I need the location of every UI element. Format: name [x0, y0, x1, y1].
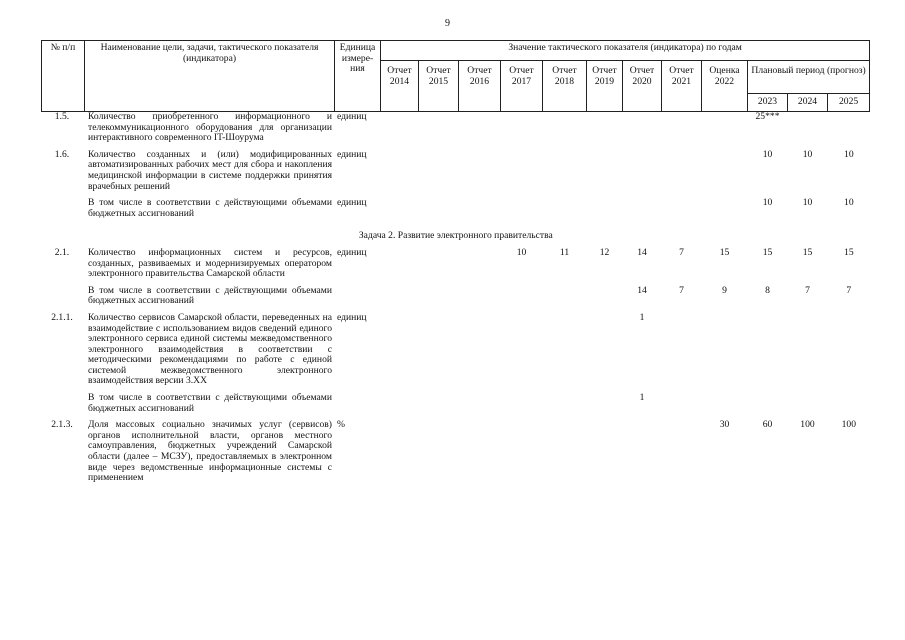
value-cell	[381, 150, 419, 192]
indicator-name: Количество информационных систем и ресурсов, созданных, развиваемых и модернизируемых оператором электронного правительства Самарской области	[88, 246, 332, 280]
header-year: Отчет 2021	[662, 61, 702, 112]
unit-cell: единиц	[337, 197, 367, 209]
header-year: Отчет 2014	[381, 61, 419, 112]
value-cell: 10	[516, 246, 527, 258]
value-cell	[419, 150, 459, 192]
value-cell	[662, 150, 702, 192]
header-year: Отчет 2019	[587, 61, 623, 112]
value-cell	[623, 150, 662, 192]
value-cell	[662, 420, 702, 484]
table-row	[42, 420, 870, 484]
value-cell	[501, 313, 543, 387]
value-cell	[788, 393, 828, 414]
value-cell: 8	[765, 284, 770, 296]
value-cell: 100	[800, 419, 815, 431]
value-cell	[543, 313, 587, 387]
header-plan-period: Плановый период (прогноз)	[748, 61, 870, 94]
value-cell	[828, 112, 870, 144]
value-cell	[662, 313, 702, 387]
value-cell: 10	[802, 197, 813, 209]
indicator-name: В том числе в соответствии с действующими объемами бюджетных ассигнований	[88, 197, 332, 219]
value-cell	[702, 198, 748, 219]
unit-cell	[335, 286, 381, 307]
value-cell: 15	[802, 246, 813, 258]
value-cell	[748, 313, 788, 387]
value-cell: 12	[599, 246, 610, 258]
value-cell	[381, 198, 419, 219]
value-cell	[501, 420, 543, 484]
row-number: 2.1.1.	[51, 311, 73, 323]
value-cell	[419, 393, 459, 414]
value-cell	[662, 112, 702, 144]
value-cell	[587, 313, 623, 387]
value-cell: 15	[844, 246, 854, 258]
value-cell: 25***	[755, 111, 780, 122]
value-cell	[459, 286, 501, 307]
value-cell: 10	[844, 197, 854, 209]
unit-cell: единиц	[337, 111, 367, 122]
value-cell: 1	[639, 311, 645, 323]
value-cell	[459, 112, 501, 144]
value-cell: 7	[805, 284, 810, 296]
value-cell	[748, 393, 788, 414]
value-cell	[702, 313, 748, 387]
table-row	[42, 248, 870, 280]
task-heading: Задача 2. Развитие электронного правительства	[358, 230, 553, 242]
row-number: 1.5.	[54, 111, 70, 122]
value-cell	[459, 313, 501, 387]
value-cell: 1	[639, 392, 645, 404]
value-cell	[623, 420, 662, 484]
value-cell	[419, 198, 459, 219]
value-cell	[419, 286, 459, 307]
value-cell	[459, 393, 501, 414]
table-row	[42, 112, 870, 144]
value-cell	[419, 248, 459, 280]
value-cell	[381, 248, 419, 280]
unit-cell: %	[337, 419, 345, 431]
header-num: № п/п	[42, 41, 85, 112]
value-cell: 14	[637, 246, 647, 258]
header-year: Отчет 2017	[501, 61, 543, 112]
value-cell	[381, 420, 419, 484]
value-cell	[623, 198, 662, 219]
row-spacer	[42, 484, 870, 490]
value-cell: 15	[762, 246, 773, 258]
value-cell	[587, 420, 623, 484]
value-cell	[543, 112, 587, 144]
table-row	[42, 393, 870, 414]
header-values: Значение тактического показателя (индикатора) по годам	[381, 41, 870, 61]
task-row	[42, 225, 870, 248]
row-number	[42, 393, 85, 414]
indicators-table	[41, 40, 870, 490]
row-number: 2.1.	[54, 246, 70, 258]
value-cell	[419, 112, 459, 144]
value-cell	[459, 198, 501, 219]
value-cell: 10	[802, 148, 813, 160]
value-cell: 7	[679, 284, 684, 296]
table-row	[42, 286, 870, 307]
value-cell	[702, 150, 748, 192]
value-cell: 14	[637, 284, 647, 296]
value-cell	[702, 393, 748, 414]
indicator-name: Доля массовых социально значимых услуг (сервисов) органов исполнительной власти, органов местного самоуправления, бюджетных учреждений Самарской области (далее – МСЗУ), предоставляемых в электронном виде через ведомственные информационные системы с применением	[88, 419, 332, 484]
row-number: 2.1.3.	[51, 419, 73, 431]
value-cell	[788, 313, 828, 387]
header-year: Отчет 2015	[419, 61, 459, 112]
header-plan-year: 2024	[788, 94, 828, 112]
value-cell	[459, 248, 501, 280]
value-cell	[381, 112, 419, 144]
value-cell: 7	[679, 246, 684, 258]
value-cell: 10	[762, 197, 773, 209]
value-cell	[543, 420, 587, 484]
value-cell	[543, 198, 587, 219]
page-number: 9	[445, 18, 450, 29]
value-cell	[501, 198, 543, 219]
value-cell: 9	[722, 284, 727, 296]
value-cell: 10	[844, 148, 854, 160]
value-cell	[587, 112, 623, 144]
value-cell: 15	[719, 246, 730, 258]
value-cell	[501, 393, 543, 414]
indicator-name: Количество приобретенного информационного и телекоммуникационного оборудования для организации интерактивного современного IT-Шоурума	[88, 111, 332, 144]
value-cell	[662, 393, 702, 414]
value-cell	[587, 150, 623, 192]
header-year: Оценка 2022	[702, 61, 748, 112]
table-row	[42, 313, 870, 387]
value-cell	[381, 393, 419, 414]
header-plan-year: 2023	[748, 94, 788, 112]
value-cell	[419, 420, 459, 484]
value-cell	[702, 112, 748, 144]
value-cell: 7	[846, 284, 852, 296]
unit-cell: единиц	[337, 311, 367, 323]
value-cell	[381, 286, 419, 307]
value-cell	[501, 112, 543, 144]
value-cell: 30	[719, 419, 730, 431]
header-plan-year: 2025	[828, 94, 870, 112]
row-number: 1.6.	[54, 148, 70, 160]
value-cell: 10	[762, 148, 773, 160]
table-row	[42, 198, 870, 219]
value-cell	[587, 286, 623, 307]
unit-cell: единиц	[337, 246, 367, 258]
table-body	[42, 112, 870, 490]
value-cell	[662, 198, 702, 219]
row-spacer-cell	[42, 484, 870, 490]
header-year: Отчет 2016	[459, 61, 501, 112]
row-number	[42, 286, 85, 307]
value-cell	[788, 112, 828, 144]
value-cell	[501, 150, 543, 192]
unit-cell: единиц	[337, 148, 367, 160]
value-cell	[587, 393, 623, 414]
indicator-name: В том числе в соответствии с действующими объемами бюджетных ассигнований	[88, 284, 332, 307]
value-cell: 60	[762, 419, 773, 431]
value-cell	[543, 393, 587, 414]
table-row	[42, 150, 870, 192]
unit-cell	[335, 393, 381, 414]
value-cell: 100	[841, 419, 857, 431]
value-cell	[543, 150, 587, 192]
header-name: Наименование цели, задачи, тактического показателя (индикатора)	[85, 41, 335, 112]
value-cell	[459, 420, 501, 484]
value-cell	[459, 150, 501, 192]
value-cell	[381, 313, 419, 387]
header-year: Отчет 2020	[623, 61, 662, 112]
header-year: Отчет 2018	[543, 61, 587, 112]
value-cell: 11	[559, 246, 570, 258]
value-cell	[419, 313, 459, 387]
value-cell	[543, 286, 587, 307]
indicator-name: Количество созданных и (или) модифицированных автоматизированных рабочих мест для сбора и накопления медицинской информации в системе поддержки принятия врачебных решений	[88, 148, 332, 192]
value-cell	[501, 286, 543, 307]
indicator-name: В том числе в соответствии с действующими объемами бюджетных ассигнований	[88, 392, 332, 414]
value-cell	[587, 198, 623, 219]
header-unit: Единица измере-ния	[335, 41, 381, 112]
value-cell	[828, 313, 870, 387]
row-number	[42, 198, 85, 219]
value-cell	[623, 112, 662, 144]
indicator-name: Количество сервисов Самарской области, переведенных на взаимодействие с использованием видов сведений единого электронного сервиса единой системы межведомственного электронного взаимодействия в соответствии с методическими рекомендациями по работе с единой системой межведомственного электронного взаимодействия версии 3.XX	[88, 311, 332, 387]
value-cell	[828, 393, 870, 414]
